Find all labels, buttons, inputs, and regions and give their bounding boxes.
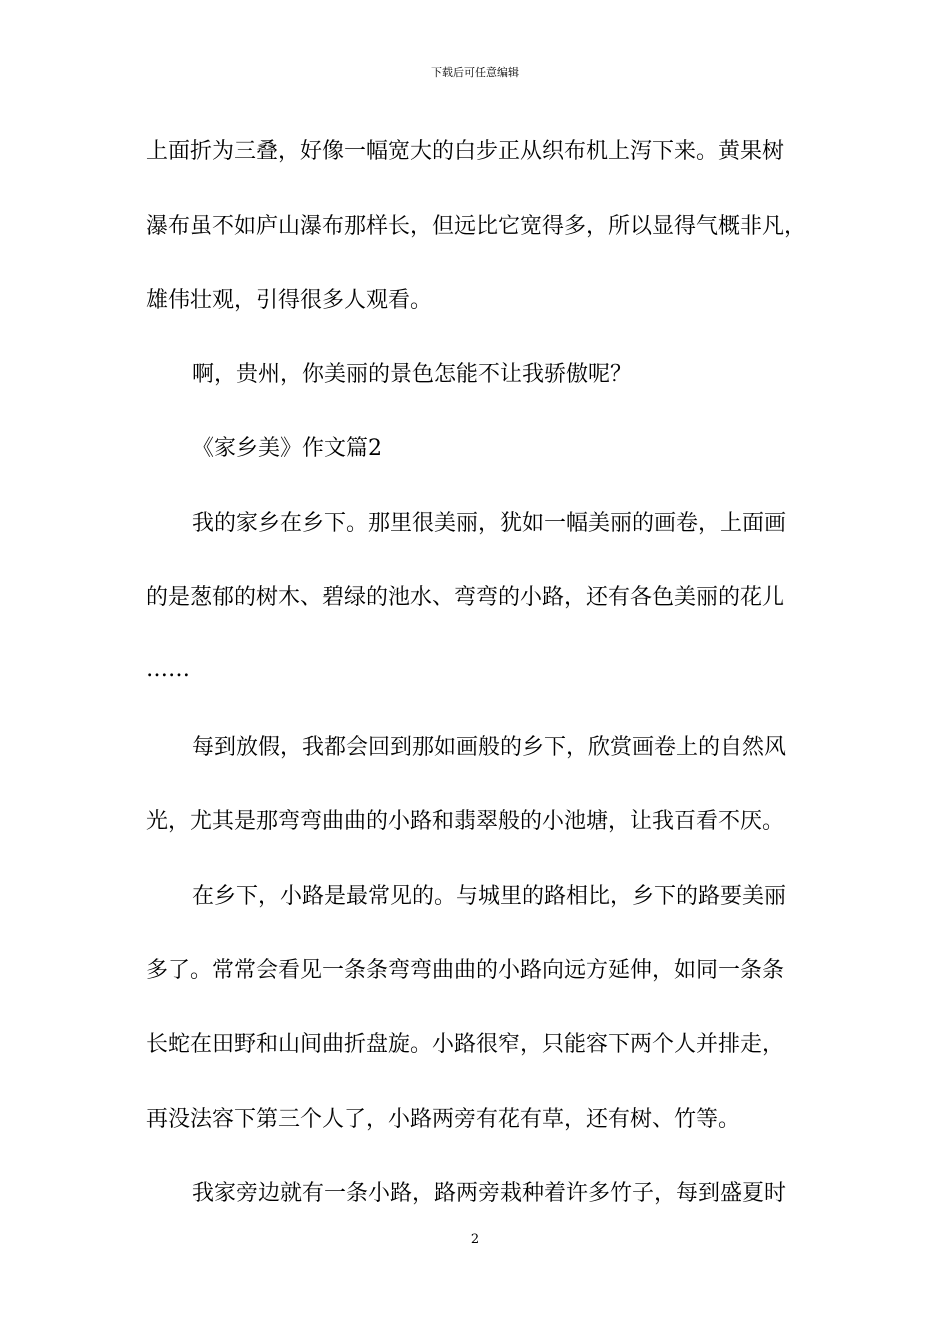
page-header-note: 下载后可任意编辑: [431, 66, 519, 79]
page-number: 2: [470, 1232, 480, 1247]
body-line: 每到放假，我都会回到那如画般的乡下，欣赏画卷上的自然风: [192, 735, 787, 760]
section-heading: 《家乡美》作文篇2: [192, 436, 382, 461]
body-line: 多了。常常会看见一条条弯弯曲曲的小路向远方延伸，如同一条条: [146, 958, 785, 983]
body-line: 的是葱郁的树木、碧绿的池水、弯弯的小路，还有各色美丽的花儿: [146, 585, 785, 610]
body-line: 再没法容下第三个人了，小路两旁有花有草，还有树、竹等。: [146, 1107, 741, 1132]
body-line: 瀑布虽不如庐山瀑布那样长，但远比它宽得多，所以显得气概非凡，: [146, 214, 807, 239]
body-line: 上面折为三叠，好像一幅宽大的白步正从织布机上泻下来。黄果树: [146, 139, 785, 164]
body-line: 我家旁边就有一条小路，路两旁栽种着许多竹子，每到盛夏时: [192, 1181, 787, 1206]
body-line: 光，尤其是那弯弯曲曲的小路和翡翠般的小池塘，让我百看不厌。: [146, 809, 785, 834]
body-line: 我的家乡在乡下。那里很美丽，犹如一幅美丽的画卷，上面画: [192, 511, 787, 536]
body-line: 在乡下，小路是最常见的。与城里的路相比，乡下的路要美丽: [192, 884, 787, 909]
body-line: ……: [146, 657, 190, 682]
body-line: 啊，贵州，你美丽的景色怎能不让我骄傲呢？: [192, 362, 633, 387]
body-line: 长蛇在田野和山间曲折盘旋。小路很窄，只能容下两个人并排走，: [146, 1032, 785, 1057]
body-line: 雄伟壮观，引得很多人观看。: [146, 288, 433, 313]
